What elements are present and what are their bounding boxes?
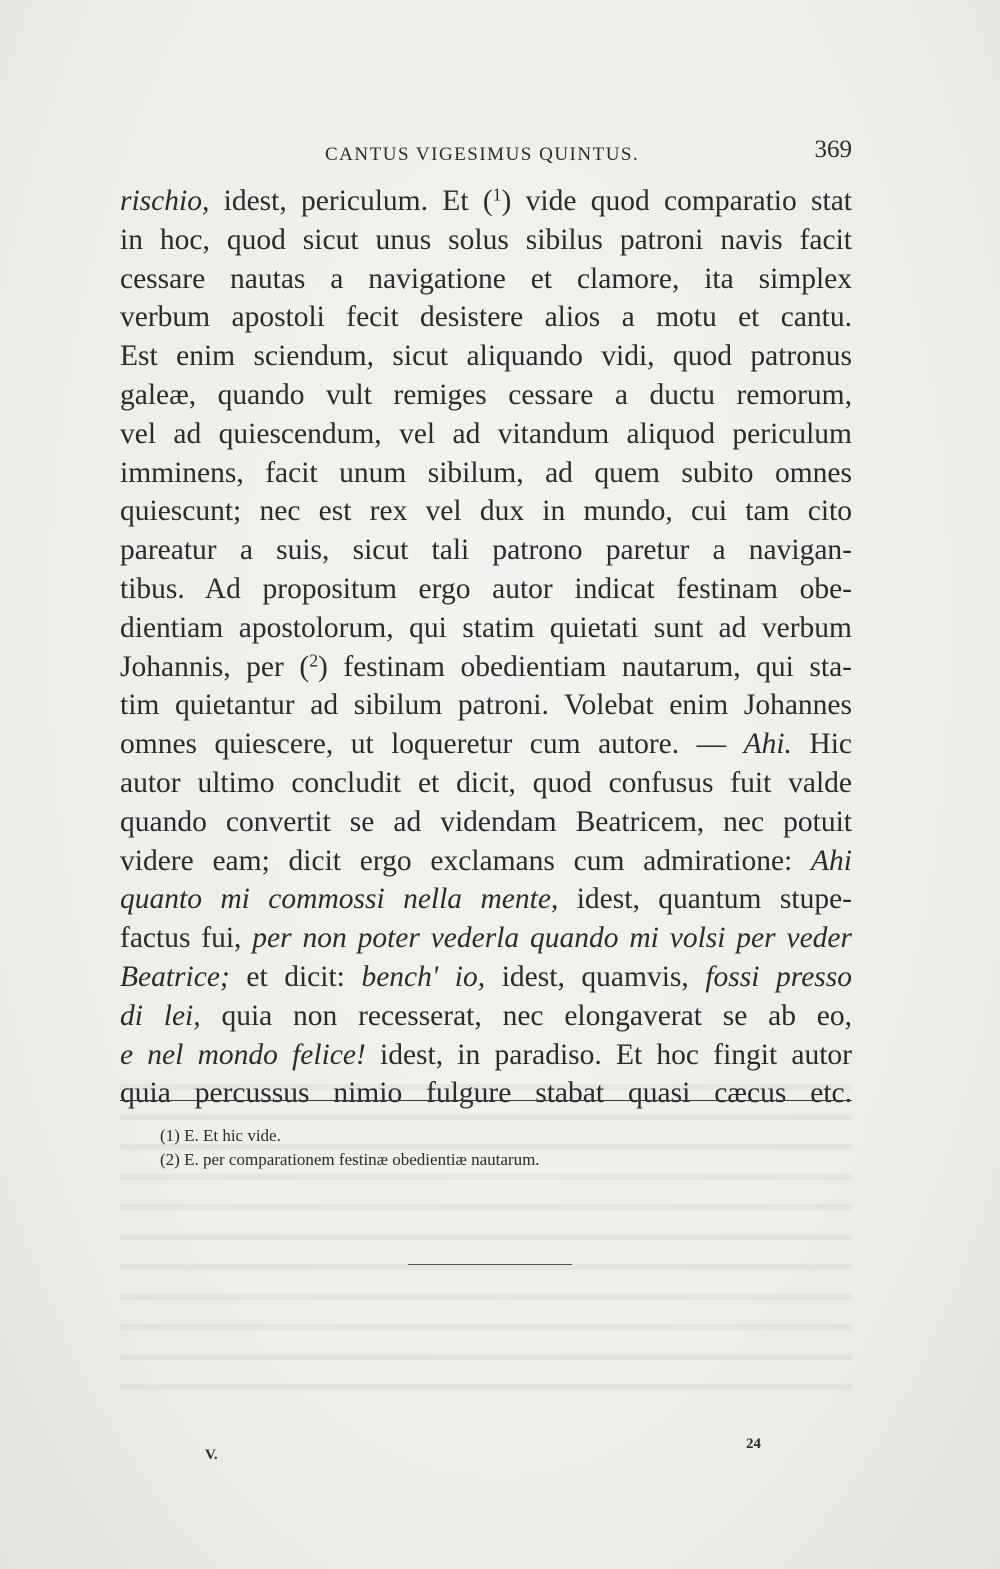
sheet-number: 24 (746, 1436, 761, 1452)
text-line (120, 221, 852, 260)
text-line (120, 803, 852, 842)
text-segment: videre eam; dicit ergo exclamans cum admiratione: (120, 844, 812, 877)
main-text (120, 182, 852, 1113)
footnote-text: E. per comparationem festinæ obedientiæ nautarum. (179, 1150, 540, 1169)
text-segment: idest, periculum. Et ( (209, 185, 493, 217)
text-line (120, 686, 852, 725)
text-segment: tibus. Ad propositum ergo autor indicat festinam obe- (120, 572, 852, 605)
text-line (120, 958, 852, 997)
text-segment: imminens, facit unum sibilum, ad quem subito omnes (120, 456, 852, 489)
footnote-text: E. Et hic vide. (179, 1126, 281, 1145)
text-segment: cessare nautas a navigatione et clamore, ita simplex (120, 262, 852, 295)
text-segment: factus fui, (120, 922, 253, 955)
text-segment: Est enim sciendum, sicut aliquando vidi, quod patronus (120, 340, 852, 373)
text-segment: ) vide quod comparatio stat (501, 185, 852, 217)
text-segment: Hic (791, 728, 852, 761)
italic-quote: fossi presso (705, 960, 852, 993)
text-line (120, 492, 852, 531)
text-segment: idest, in paradiso. Et hoc fingit autor (365, 1038, 852, 1071)
text-segment: quia percussus nimio fulgure stabat quasi cæcus etc. (120, 1077, 852, 1110)
footnote-2 (160, 1148, 840, 1172)
text-line (120, 260, 852, 299)
italic-quote: quanto mi commossi nella mente, (120, 883, 559, 916)
text-line (120, 880, 852, 919)
text-segment: autor ultimo concludit et dicit, quod confusus fuit valde (120, 766, 852, 799)
text-line (120, 764, 852, 803)
text-segment: quando convertit se ad videndam Beatricem, nec potuit (120, 805, 852, 838)
text-line (120, 298, 852, 337)
italic-quote: e nel mondo felice! (120, 1038, 366, 1071)
italic-quote: bench' io, (361, 960, 486, 993)
text-line (120, 919, 852, 958)
text-segment: vel ad quiescendum, vel ad vitandum aliquod periculum (120, 417, 852, 450)
text-line (120, 415, 852, 454)
text-line (120, 725, 852, 764)
italic-quote: rischio, (120, 185, 210, 217)
text-segment: idest, quantum stupe- (558, 883, 852, 916)
text-line (120, 570, 852, 609)
footnote-1 (160, 1124, 840, 1148)
footnote-rule (120, 1100, 852, 1101)
italic-quote: Ahi. (743, 728, 792, 761)
text-line (120, 1036, 852, 1075)
text-segment: omnes quiescere, ut loqueretur cum autore. — (120, 728, 744, 761)
text-segment: quia non recesserat, nec elongaverat se ab eo, (200, 999, 852, 1032)
page-number: 369 (814, 136, 852, 163)
section-end-rule (408, 1264, 572, 1265)
italic-quote: per non poter vederla quando mi volsi per veder (252, 922, 852, 955)
text-line (120, 1074, 852, 1113)
text-segment: in hoc, quod sicut unus solus sibilus patroni navis facit (120, 223, 852, 256)
page-header (120, 136, 852, 172)
text-line (120, 609, 852, 648)
text-line (120, 997, 852, 1036)
text-line (120, 648, 852, 687)
text-segment: et dicit: (229, 960, 362, 993)
text-segment: pareatur a suis, sicut tali patrono paretur a navigan- (120, 534, 852, 567)
text-segment: dientiam apostolorum, qui statim quietati sunt ad verbum (120, 611, 852, 644)
text-segment: Johannis, per ( (120, 650, 310, 683)
footnote-mark: (2) (160, 1150, 180, 1169)
text-segment: quiescunt; nec est rex vel dux in mundo, cui tam cito (120, 495, 852, 528)
italic-quote: Ahi (811, 844, 852, 877)
footnote-mark: (1) (160, 1126, 180, 1145)
footnote-ref: 2 (309, 649, 319, 670)
text-line (120, 376, 852, 415)
text-segment: idest, quamvis, (485, 960, 706, 993)
italic-quote: di lei, (120, 999, 201, 1032)
italic-quote: Beatrice; (120, 960, 230, 993)
text-line (120, 531, 852, 570)
text-segment: ) festinam obedientiam nautarum, qui sta- (318, 650, 852, 683)
text-line (120, 337, 852, 376)
text-segment: tim quietantur ad sibilum patroni. Volebat enim Johannes (120, 689, 852, 722)
signature-mark: V. (205, 1447, 218, 1463)
text-line (120, 454, 852, 493)
text-line (120, 842, 852, 881)
running-head: CANTUS VIGESIMUS QUINTUS. (325, 144, 640, 165)
text-segment: galeæ, quando vult remiges cessare a ductu remorum, (120, 378, 852, 411)
text-segment: verbum apostoli fecit desistere alios a motu et cantu. (120, 301, 852, 334)
text-line (120, 182, 852, 221)
footnote-ref: 1 (492, 184, 502, 205)
footnotes (160, 1124, 840, 1172)
